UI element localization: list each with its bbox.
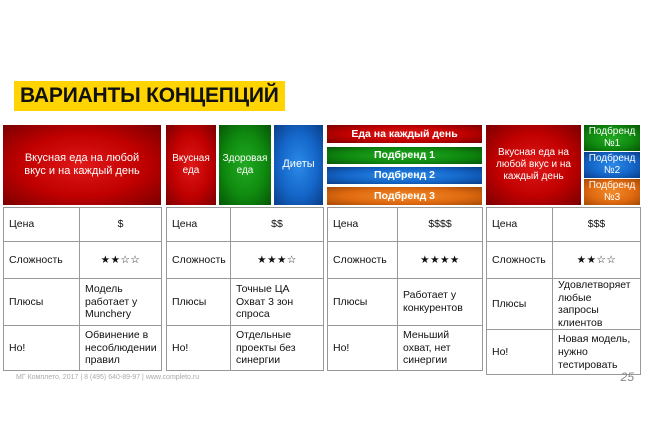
concept-1-main-label: Вкусная еда на любой вкус и на каждый день bbox=[24, 151, 140, 177]
row-label-complexity: Сложность bbox=[4, 242, 80, 279]
complexity-rating: ★★★★ bbox=[398, 242, 483, 279]
table-row bbox=[487, 330, 641, 375]
table-row bbox=[167, 326, 324, 371]
concept-4-main-label: Вкусная еда на любой вкус и на каждый день bbox=[496, 147, 571, 182]
table-row bbox=[328, 242, 483, 279]
concept-2-box-diets-label: Диеты bbox=[282, 158, 315, 171]
complexity-rating: ★★☆☆ bbox=[553, 242, 641, 279]
row-label-price: Цена bbox=[328, 208, 398, 242]
complexity-rating: ★★★☆ bbox=[231, 242, 324, 279]
row-label-cons: Но! bbox=[4, 326, 80, 371]
cons-value: Новая модель, нужно тестировать bbox=[553, 330, 641, 375]
cons-value: Отдельные проекты без синергии bbox=[231, 326, 324, 371]
concept-4-main-box bbox=[486, 125, 581, 205]
row-label-pros: Плюсы bbox=[328, 279, 398, 326]
table-row bbox=[487, 242, 641, 279]
table-row bbox=[4, 326, 162, 371]
table-row bbox=[328, 208, 483, 242]
pros-value: Работает у конкурентов bbox=[398, 279, 483, 326]
concept-2-box-tasty bbox=[166, 125, 216, 205]
concept-3-subbrand-1 bbox=[327, 147, 482, 164]
price-value: $$$$ bbox=[398, 208, 483, 242]
page-number: 25 bbox=[620, 370, 634, 384]
price-value: $$ bbox=[231, 208, 324, 242]
complexity-rating: ★★☆☆ bbox=[80, 242, 162, 279]
table-row bbox=[4, 242, 162, 279]
concept-1-table bbox=[3, 207, 162, 371]
table-row bbox=[487, 279, 641, 330]
page-title: ВАРИАНТЫ КОНЦЕПЦИЙ bbox=[14, 81, 285, 111]
pros-value: Удовлетворяет любые запросы клиентов bbox=[553, 279, 641, 330]
row-label-cons: Но! bbox=[328, 326, 398, 371]
concept-4-subbrand-3-label: Подбренд №3 bbox=[588, 180, 636, 203]
concept-2-box-healthy bbox=[219, 125, 271, 205]
row-label-price: Цена bbox=[167, 208, 231, 242]
concept-2-box-tasty-label: Вкусная еда bbox=[172, 153, 210, 176]
row-label-complexity: Сложность bbox=[167, 242, 231, 279]
concept-3-subbrand-3 bbox=[327, 187, 482, 205]
price-value: $$$ bbox=[553, 208, 641, 242]
cons-value: Обвинение в несоблюдении правил bbox=[80, 326, 162, 371]
table-row bbox=[167, 208, 324, 242]
concept-3-subbrand-2 bbox=[327, 167, 482, 184]
footer-text: MГ Комплето, 2017 | 8 (495) 640-89-97 | www.completo.ru bbox=[16, 374, 200, 381]
concept-3-table bbox=[327, 207, 483, 371]
concept-3-top-bar bbox=[327, 125, 482, 143]
concept-2-table bbox=[166, 207, 324, 371]
concept-4-subbrand-1 bbox=[584, 125, 640, 151]
concept-3-subbrand-1-label: Подбренд 1 bbox=[374, 149, 435, 162]
concept-4-subbrand-1-label: Подбренд №1 bbox=[588, 126, 636, 149]
row-label-complexity: Сложность bbox=[487, 242, 553, 279]
price-value: $ bbox=[80, 208, 162, 242]
row-label-price: Цена bbox=[487, 208, 553, 242]
table-row bbox=[487, 208, 641, 242]
concept-4-subbrand-2-label: Подбренд №2 bbox=[588, 153, 636, 176]
pros-value: Точные ЦА Охват 3 зон спроса bbox=[231, 279, 324, 326]
concept-1-main-box bbox=[3, 125, 161, 205]
row-label-pros: Плюсы bbox=[487, 279, 553, 330]
concept-4-subbrand-3 bbox=[584, 179, 640, 205]
table-row bbox=[167, 242, 324, 279]
concept-3-subbrand-3-label: Подбренд 3 bbox=[374, 189, 435, 202]
row-label-complexity: Сложность bbox=[328, 242, 398, 279]
table-row bbox=[328, 279, 483, 326]
concept-3-top-label: Еда на каждый день bbox=[351, 127, 458, 140]
concept-4-table bbox=[486, 207, 641, 375]
table-row bbox=[328, 326, 483, 371]
row-label-price: Цена bbox=[4, 208, 80, 242]
concept-2-box-healthy-label: Здоровая еда bbox=[222, 153, 268, 176]
pros-value: Модель работает у Munchery bbox=[80, 279, 162, 326]
row-label-cons: Но! bbox=[487, 330, 553, 375]
row-label-cons: Но! bbox=[167, 326, 231, 371]
concept-4-subbrand-2 bbox=[584, 152, 640, 178]
table-row bbox=[167, 279, 324, 326]
table-row bbox=[4, 279, 162, 326]
cons-value: Меньший охват, нет синергии bbox=[398, 326, 483, 371]
row-label-pros: Плюсы bbox=[4, 279, 80, 326]
concept-2-box-diets bbox=[274, 125, 323, 205]
table-row bbox=[4, 208, 162, 242]
row-label-pros: Плюсы bbox=[167, 279, 231, 326]
concept-3-subbrand-2-label: Подбренд 2 bbox=[374, 169, 435, 182]
